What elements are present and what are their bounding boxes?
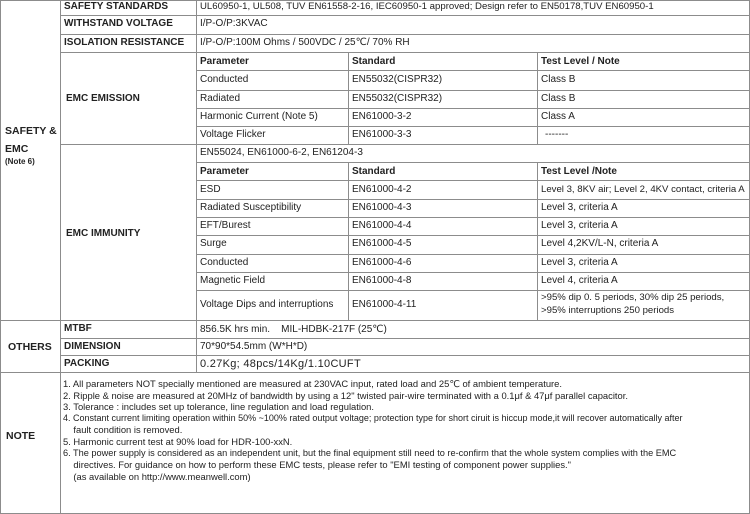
- emission-row-standard: EN55032(CISPR32): [352, 74, 443, 85]
- immunity-row-standard: EN61000-4-3: [352, 202, 412, 213]
- section-label-emc: EMC: [5, 143, 29, 155]
- row-divider: [196, 290, 750, 291]
- immunity-row-standard: EN61000-4-4: [352, 220, 412, 231]
- immunity-row-parameter: EFT/Burest: [200, 220, 251, 231]
- emission-row-note: Class B: [541, 93, 576, 104]
- immunity-row-standard: EN61000-4-11: [352, 299, 417, 310]
- note-line: 2. Ripple & noise are measured at 20MHz of bandwidth by using a 12" twisted pair-wire terminated with a 0.1μf & 47μf parallel capacitor.: [63, 389, 628, 401]
- row-divider: [196, 235, 750, 236]
- column-divider: [537, 52, 538, 144]
- isolation-resistance-value: I/P-O/P:100M Ohms / 500VDC / 25℃/ 70% RH: [200, 37, 410, 48]
- note-line: 3. Tolerance : includes set up tolerance, line regulation and load regulation.: [63, 401, 374, 413]
- immunity-row-note: Level 3, criteria A: [541, 202, 618, 213]
- emission-row-note: -------: [545, 129, 569, 140]
- immunity-header-standard: Standard: [352, 166, 396, 177]
- row-divider: [196, 199, 750, 200]
- row-divider: [196, 126, 750, 127]
- immunity-row-parameter: Magnetic Field: [200, 275, 266, 286]
- immunity-row-standard: EN61000-4-5: [352, 238, 412, 249]
- withstand-voltage-label: WITHSTAND VOLTAGE: [64, 18, 173, 29]
- note-line: fault condition is removed.: [63, 424, 183, 436]
- mtbf-value: 856.5K hrs min. MIL-HDBK-217F (25℃): [200, 324, 387, 335]
- row-divider: [60, 34, 750, 35]
- immunity-row-note-line1: >95% dip 0. 5 periods, 30% dip 25 periods,: [541, 292, 725, 303]
- immunity-row-standard: EN61000-4-8: [352, 275, 412, 286]
- immunity-row-standard: EN61000-4-6: [352, 257, 412, 268]
- immunity-row-standard: EN61000-4-2: [352, 184, 412, 195]
- emission-header-standard: Standard: [352, 56, 396, 67]
- immunity-row-note: Level 4,2KV/L-N, criteria A: [541, 238, 659, 249]
- immunity-standards-line: EN55024, EN61000-6-2, EN61204-3: [200, 147, 363, 158]
- row-divider: [196, 217, 750, 218]
- note-line: 4. Constant current limiting operation within 50% ~100% rated output voltage; protection type for short ciruit is hiccup mode,it will recover automatically after: [63, 412, 683, 423]
- section-note-6: (Note 6): [5, 157, 35, 166]
- column-divider: [348, 52, 349, 144]
- immunity-row-parameter: Radiated Susceptibility: [200, 202, 302, 213]
- note-line: (as available on http://www.meanwell.com): [63, 470, 251, 482]
- notes-list: [63, 378, 748, 482]
- table-border: [0, 0, 1, 514]
- note-line: 5. Harmonic current test at 90% load for HDR-100-xxN.: [63, 435, 293, 447]
- section-label-note: NOTE: [6, 430, 36, 442]
- column-divider: [348, 162, 349, 320]
- emission-row-standard: EN55032(CISPR32): [352, 93, 443, 104]
- immunity-row-parameter: Surge: [200, 238, 227, 249]
- dimension-label: DIMENSION: [64, 341, 121, 352]
- row-divider: [196, 108, 750, 109]
- row-divider: [196, 180, 750, 181]
- section-label-others: OTHERS: [8, 341, 52, 353]
- row-divider: [60, 338, 750, 339]
- emc-immunity-label: EMC IMMUNITY: [66, 228, 141, 239]
- row-divider: [196, 70, 750, 71]
- immunity-header-note: Test Level /Note: [541, 166, 617, 177]
- section-label-safety-emc: SAFETY &: [5, 125, 57, 137]
- emission-row-standard: EN61000-3-3: [352, 129, 412, 140]
- note-line: 6. The power supply is considered as an independent unit, but the final equipment still need to re-confirm that the whole system complies with the EMC: [63, 447, 677, 458]
- emission-row-parameter: Harmonic Current (Note 5): [200, 111, 318, 122]
- immunity-row-note: Level 3, 8KV air; Level 2, 4KV contact, criteria A: [541, 184, 745, 195]
- emission-row-standard: EN61000-3-2: [352, 111, 412, 122]
- immunity-row-note: Level 4, criteria A: [541, 275, 618, 286]
- note-line: 1. All parameters NOT specially mentioned are measured at 230VAC input, rated load and 25℃ of ambient temperature.: [63, 378, 562, 389]
- immunity-row-parameter: Conducted: [200, 257, 249, 268]
- note-line: directives. For guidance on how to perform these EMC tests, please refer to "EMI testing of component power supplies.": [63, 459, 571, 471]
- packing-label: PACKING: [64, 358, 110, 369]
- packing-value: 0.27Kg; 48pcs/14Kg/1.10CUFT: [200, 358, 361, 370]
- isolation-resistance-label: ISOLATION RESISTANCE: [64, 37, 185, 48]
- emission-row-note: Class A: [541, 111, 575, 122]
- immunity-row-note-line2: >95% interruptions 250 periods: [541, 305, 675, 316]
- emission-row-note: Class B: [541, 74, 576, 85]
- section-divider: [0, 372, 750, 373]
- emc-emission-label: EMC EMISSION: [66, 93, 140, 104]
- column-divider: [60, 0, 61, 514]
- dimension-value: 70*90*54.5mm (W*H*D): [200, 341, 308, 352]
- row-divider: [60, 15, 750, 16]
- column-divider: [196, 0, 197, 372]
- immunity-row-parameter: Voltage Dips and interruptions: [200, 299, 334, 310]
- emission-header-parameter: Parameter: [200, 56, 249, 67]
- safety-standards-label: SAFETY STANDARDS: [64, 1, 169, 12]
- row-divider: [60, 144, 750, 145]
- immunity-row-note: Level 3, criteria A: [541, 257, 618, 268]
- row-divider: [60, 52, 750, 53]
- column-divider: [537, 162, 538, 320]
- section-divider: [0, 320, 750, 321]
- row-divider: [196, 162, 750, 163]
- mtbf-label: MTBF: [64, 323, 92, 334]
- emission-row-parameter: Conducted: [200, 74, 249, 85]
- immunity-row-note: Level 3, criteria A: [541, 220, 618, 231]
- emission-row-parameter: Radiated: [200, 93, 241, 104]
- emission-header-note: Test Level / Note: [541, 56, 620, 67]
- row-divider: [196, 90, 750, 91]
- immunity-header-parameter: Parameter: [200, 166, 249, 177]
- row-divider: [60, 355, 750, 356]
- safety-standards-value: UL60950-1, UL508, TUV EN61558-2-16, IEC60950-1 approved; Design refer to EN50178,TUV EN60950-1: [200, 1, 654, 12]
- emission-row-parameter: Voltage Flicker: [200, 129, 266, 140]
- row-divider: [196, 272, 750, 273]
- row-divider: [196, 254, 750, 255]
- withstand-voltage-value: I/P-O/P:3KVAC: [200, 18, 268, 29]
- immunity-row-parameter: ESD: [200, 184, 221, 195]
